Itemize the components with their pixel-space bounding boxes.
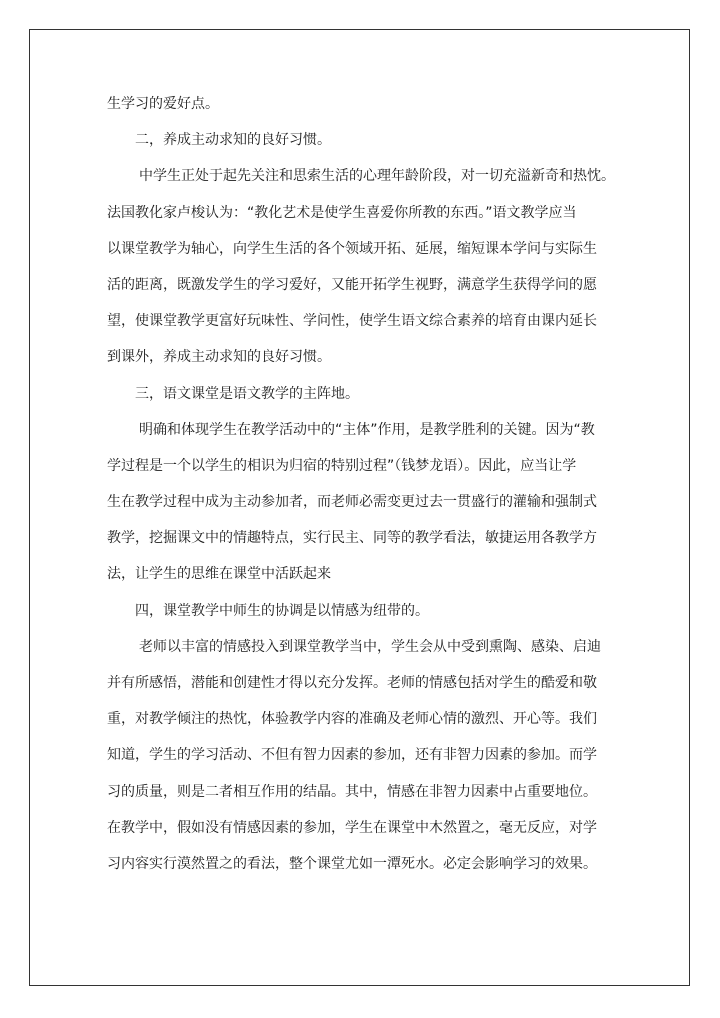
paragraph-line: 法，让学生的思维在课堂中活跃起来 xyxy=(107,566,331,583)
section-heading-2: 二，养成主动求知的良好习惯。 xyxy=(135,132,331,149)
document-body xyxy=(107,86,627,882)
section-heading-3: 三，语文课堂是语文教学的主阵地。 xyxy=(135,385,359,402)
paragraph-line: 明确和体现学生在教学活动中的“主体”作用，是教学胜利的关键。因为“教 xyxy=(139,421,595,438)
paragraph-line: 到课外，养成主动求知的良好习惯。 xyxy=(107,349,331,366)
paragraph-line: 生在教学过程中成为主动参加者，而老师必需变更过去一贯盛行的灌输和强制式 xyxy=(107,494,597,511)
paragraph-line: 在教学中，假如没有情感因素的参加，学生在课堂中木然置之，毫无反应，对学 xyxy=(107,819,597,836)
paragraph-line: 学过程是一个以学生的相识为归宿的特别过程”（钱梦龙语）。因此，应当让学 xyxy=(107,457,577,474)
paragraph-line: 并有所感悟，潜能和创建性才得以充分发挥。老师的情感包括对学生的酷爱和敬 xyxy=(107,675,597,691)
text-line-continuation: 生学习的爱好点。 xyxy=(107,96,219,112)
paragraph-line: 以课堂教学为轴心，向学生生活的各个领域开拓、延展，缩短课本学问与实际生 xyxy=(107,240,597,257)
paragraph-line: 望，使课堂教学更富好玩味性、学问性，使学生语文综合素养的培育由课内延长 xyxy=(107,313,597,330)
paragraph-line: 法国教化家卢梭认为：“教化艺术是使学生喜爱你所教的东西。”语文教学应当 xyxy=(107,204,577,221)
paragraph-line: 重，对教学倾注的热忱，体验教学内容的准确及老师心情的激烈、开心等。我们 xyxy=(107,711,597,728)
paragraph-line: 习的质量，则是二者相互作用的结晶。其中，情感在非智力因素中占重要地位。 xyxy=(107,783,597,800)
paragraph-line: 中学生正处于起先关注和思索生活的心理年龄阶段，对一切充溢新奇和热忱。 xyxy=(139,168,615,185)
paragraph-line: 习内容实行漠然置之的看法，整个课堂尤如一潭死水。必定会影响学习的效果。 xyxy=(107,855,597,872)
paragraph-line: 老师以丰富的情感投入到课堂教学当中，学生会从中受到熏陶、感染、启迪 xyxy=(139,638,601,655)
paragraph-line: 活的距离，既激发学生的学习爱好，又能开拓学生视野，满意学生获得学问的愿 xyxy=(107,276,597,293)
paragraph-line: 教学，挖掘课文中的情趣特点，实行民主、同等的教学看法，敏捷运用各教学方 xyxy=(107,530,597,547)
paragraph-line: 知道，学生的学习活动、不但有智力因素的参加，还有非智力因素的参加。而学 xyxy=(107,747,597,764)
section-heading-4: 四，课堂教学中师生的协调是以情感为纽带的。 xyxy=(135,602,429,619)
